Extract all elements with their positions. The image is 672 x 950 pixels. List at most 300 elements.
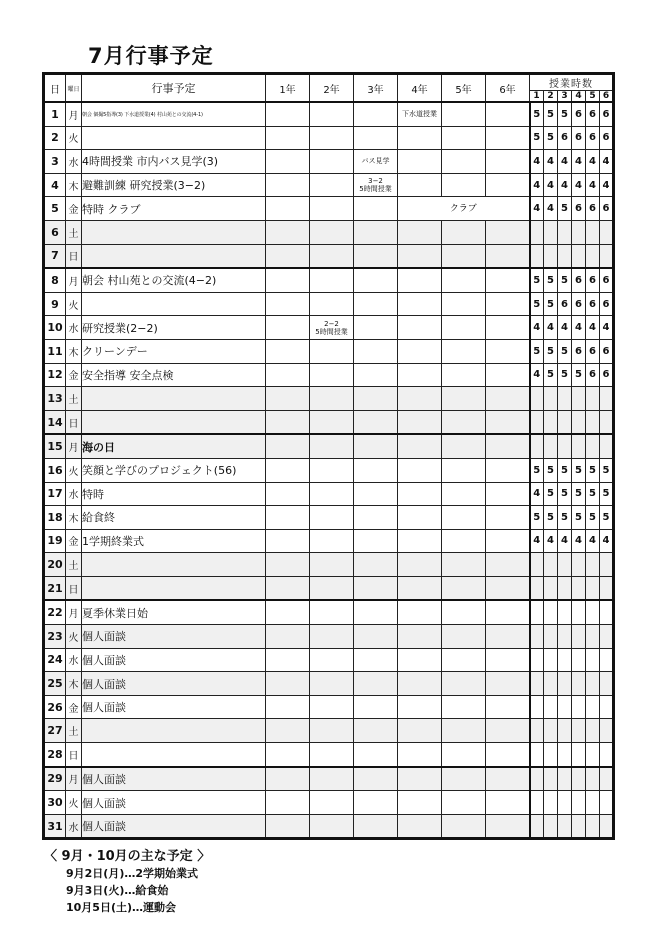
event-cell	[82, 743, 266, 767]
hours-cell: 6	[572, 197, 586, 221]
hours-cell: 6	[586, 363, 600, 387]
hours-cell: 6	[586, 292, 600, 316]
grade-cell	[310, 767, 354, 791]
hours-cell	[544, 695, 558, 719]
grade-cell	[398, 743, 442, 767]
day-cell: 29	[44, 767, 66, 791]
grade-cell	[310, 292, 354, 316]
hours-cell: 4	[600, 316, 614, 340]
grade-cell	[266, 102, 310, 126]
hours-cell	[558, 220, 572, 244]
grade-cell	[266, 173, 310, 197]
grade-cell	[310, 197, 354, 221]
hours-cell	[530, 695, 544, 719]
event-cell	[82, 387, 266, 411]
hours-cell: 4	[558, 150, 572, 174]
hours-cell	[600, 220, 614, 244]
table-row	[44, 767, 614, 791]
hours-cell	[586, 387, 600, 411]
event-cell: 1学期終業式	[82, 529, 266, 553]
weekday-cell: 土	[66, 220, 82, 244]
grade-cell	[310, 648, 354, 672]
grade-cell	[398, 767, 442, 791]
grade-cell	[442, 339, 486, 363]
hours-cell: 5	[544, 458, 558, 482]
grade-cell	[442, 150, 486, 174]
grade-cell	[266, 743, 310, 767]
grade-cell	[310, 482, 354, 506]
table-row	[44, 672, 614, 696]
hours-cell: 5	[544, 292, 558, 316]
grade-cell	[486, 576, 530, 600]
grade-cell	[486, 814, 530, 839]
day-header: 日	[44, 74, 66, 103]
day-cell: 19	[44, 529, 66, 553]
hours-cell: 5	[558, 197, 572, 221]
hours-cell: 5	[558, 458, 572, 482]
weekday-cell: 土	[66, 553, 82, 577]
grade-cell	[266, 387, 310, 411]
grade-cell	[266, 625, 310, 649]
hours-cell: 6	[600, 339, 614, 363]
event-cell: 個人面談	[82, 791, 266, 815]
grade-header: 2年	[310, 74, 354, 103]
hours-cell: 5	[530, 292, 544, 316]
weekday-cell: 水	[66, 814, 82, 839]
grade-cell	[442, 126, 486, 150]
weekday-cell: 火	[66, 458, 82, 482]
grade-cell	[310, 363, 354, 387]
grade-header: 4年	[398, 74, 442, 103]
weekday-cell: 金	[66, 529, 82, 553]
day-cell: 4	[44, 173, 66, 197]
day-cell: 17	[44, 482, 66, 506]
hours-cell: 6	[600, 292, 614, 316]
grade-cell	[442, 173, 486, 197]
hours-cell: 5	[600, 506, 614, 530]
header-row	[44, 74, 614, 91]
event-cell: 特時	[82, 482, 266, 506]
grade-cell	[310, 458, 354, 482]
weekday-cell: 月	[66, 767, 82, 791]
hours-cell: 5	[544, 126, 558, 150]
hours-cell	[572, 387, 586, 411]
grade-cell	[310, 672, 354, 696]
grade-cell	[442, 434, 486, 458]
hours-cell: 6	[600, 102, 614, 126]
grade-cell	[486, 648, 530, 672]
grade-cell	[486, 506, 530, 530]
table-row	[44, 102, 614, 126]
grade-cell	[266, 529, 310, 553]
weekday-cell: 水	[66, 482, 82, 506]
grade-cell	[266, 814, 310, 839]
grade-cell	[266, 791, 310, 815]
event-cell: 個人面談	[82, 648, 266, 672]
hours-cell: 6	[600, 126, 614, 150]
hours-cell: 6	[572, 292, 586, 316]
grade-cell	[442, 791, 486, 815]
hours-cell: 5	[586, 506, 600, 530]
grade-cell	[354, 529, 398, 553]
table-row	[44, 292, 614, 316]
hours-cell	[586, 553, 600, 577]
grade-cell	[266, 268, 310, 292]
table-row	[44, 743, 614, 767]
hours-cell: 5	[572, 363, 586, 387]
hours-grade-header: 3	[558, 91, 572, 103]
event-cell: 海の日	[82, 434, 266, 458]
grade-cell	[310, 387, 354, 411]
grade-cell	[266, 600, 310, 624]
hours-cell	[558, 672, 572, 696]
weekday-cell: 水	[66, 316, 82, 340]
grade-cell	[398, 719, 442, 743]
grade-cell	[398, 244, 442, 268]
grade-cell	[486, 292, 530, 316]
grade-cell	[310, 791, 354, 815]
grade-cell	[310, 173, 354, 197]
weekday-header: 曜日	[66, 74, 82, 103]
weekday-cell: 木	[66, 672, 82, 696]
grade-cell	[266, 197, 310, 221]
hours-cell	[586, 719, 600, 743]
hours-cell	[572, 672, 586, 696]
grade-cell	[486, 268, 530, 292]
hours-cell	[572, 410, 586, 434]
weekday-cell: 月	[66, 268, 82, 292]
hours-cell	[530, 743, 544, 767]
table-row	[44, 482, 614, 506]
day-cell: 31	[44, 814, 66, 839]
grade-cell	[354, 434, 398, 458]
hours-cell: 4	[586, 173, 600, 197]
weekday-cell: 金	[66, 363, 82, 387]
grade-cell	[486, 434, 530, 458]
hours-cell: 5	[544, 102, 558, 126]
weekday-cell: 土	[66, 387, 82, 411]
hours-cell	[558, 553, 572, 577]
hours-cell	[544, 814, 558, 839]
grade-cell	[310, 434, 354, 458]
event-cell	[82, 553, 266, 577]
hours-cell: 4	[530, 150, 544, 174]
grade-cell	[486, 173, 530, 197]
grade-cell	[486, 600, 530, 624]
hours-cell	[558, 767, 572, 791]
weekday-cell: 土	[66, 719, 82, 743]
hours-cell: 4	[530, 197, 544, 221]
hours-cell: 5	[558, 268, 572, 292]
grade-cell	[442, 387, 486, 411]
hours-cell	[572, 719, 586, 743]
grade-cell	[486, 363, 530, 387]
grade-cell	[266, 553, 310, 577]
grade-cell	[486, 625, 530, 649]
grade-header: 1年	[266, 74, 310, 103]
hours-cell	[558, 743, 572, 767]
hours-cell: 4	[544, 529, 558, 553]
hours-cell	[600, 672, 614, 696]
grade-cell	[266, 695, 310, 719]
hours-cell	[558, 695, 572, 719]
hours-cell: 6	[600, 363, 614, 387]
grade-cell	[354, 387, 398, 411]
hours-cell	[544, 410, 558, 434]
weekday-cell: 月	[66, 600, 82, 624]
grade-cell	[486, 529, 530, 553]
grade-cell	[442, 482, 486, 506]
hours-cell	[544, 719, 558, 743]
grade-cell	[486, 150, 530, 174]
hours-cell	[600, 814, 614, 839]
hours-cell	[572, 695, 586, 719]
event-cell: 個人面談	[82, 625, 266, 649]
hours-cell	[558, 625, 572, 649]
grade-cell	[354, 292, 398, 316]
hours-cell: 5	[544, 339, 558, 363]
weekday-cell: 日	[66, 743, 82, 767]
hours-cell	[544, 576, 558, 600]
day-cell: 21	[44, 576, 66, 600]
weekday-cell: 木	[66, 339, 82, 363]
table-row	[44, 197, 614, 221]
event-cell: 朝会 村山苑との交流(4−2)	[82, 268, 266, 292]
table-row	[44, 150, 614, 174]
hours-cell: 4	[544, 316, 558, 340]
grade-cell	[442, 316, 486, 340]
weekday-cell: 火	[66, 292, 82, 316]
day-cell: 25	[44, 672, 66, 696]
hours-cell: 6	[586, 268, 600, 292]
grade-cell	[310, 410, 354, 434]
hours-cell	[530, 553, 544, 577]
hours-cell: 5	[600, 458, 614, 482]
grade-cell	[266, 719, 310, 743]
grade-cell	[486, 316, 530, 340]
grade-cell	[442, 576, 486, 600]
grade-cell: 3−2 5時間授業	[354, 173, 398, 197]
grade-cell	[310, 695, 354, 719]
hours-cell	[530, 576, 544, 600]
grade-cell	[398, 672, 442, 696]
hours-cell	[586, 814, 600, 839]
hours-cell	[572, 576, 586, 600]
hours-cell	[572, 434, 586, 458]
grade-cell	[486, 695, 530, 719]
grade-cell	[398, 553, 442, 577]
day-cell: 18	[44, 506, 66, 530]
grade-cell	[354, 743, 398, 767]
weekday-cell: 金	[66, 197, 82, 221]
weekday-cell: 日	[66, 410, 82, 434]
grade-cell	[398, 363, 442, 387]
day-cell: 8	[44, 268, 66, 292]
event-cell: 個人面談	[82, 672, 266, 696]
hours-cell	[530, 244, 544, 268]
grade-cell	[486, 719, 530, 743]
hours-cell	[586, 244, 600, 268]
hours-cell	[558, 600, 572, 624]
event-cell: 給食終	[82, 506, 266, 530]
grade-cell	[266, 410, 310, 434]
hours-cell	[572, 814, 586, 839]
grade-cell	[310, 600, 354, 624]
event-cell: 特時 クラブ	[82, 197, 266, 221]
hours-header: 授業時数	[530, 74, 614, 91]
grade-cell	[266, 220, 310, 244]
hours-cell: 5	[544, 268, 558, 292]
hours-cell: 4	[530, 482, 544, 506]
grade-cell	[486, 387, 530, 411]
hours-cell: 5	[558, 339, 572, 363]
hours-cell: 5	[530, 126, 544, 150]
table-row	[44, 529, 614, 553]
hours-cell: 4	[530, 316, 544, 340]
hours-cell	[586, 695, 600, 719]
event-header: 行事予定	[82, 74, 266, 103]
grade-cell	[398, 150, 442, 174]
day-cell: 20	[44, 553, 66, 577]
grade-cell	[354, 482, 398, 506]
hours-cell	[530, 767, 544, 791]
hours-cell	[600, 791, 614, 815]
hours-cell: 6	[572, 339, 586, 363]
hours-cell	[586, 625, 600, 649]
hours-cell	[586, 410, 600, 434]
table-row	[44, 363, 614, 387]
day-cell: 14	[44, 410, 66, 434]
grade-cell	[310, 529, 354, 553]
day-cell: 1	[44, 102, 66, 126]
grade-cell	[486, 410, 530, 434]
weekday-cell: 日	[66, 576, 82, 600]
hours-cell: 4	[558, 173, 572, 197]
hours-cell	[572, 600, 586, 624]
hours-cell	[544, 387, 558, 411]
grade-cell	[354, 719, 398, 743]
grade-cell	[398, 458, 442, 482]
event-cell	[82, 719, 266, 743]
hours-cell	[530, 410, 544, 434]
table-row	[44, 173, 614, 197]
table-row	[44, 719, 614, 743]
grade-cell	[354, 648, 398, 672]
day-cell: 30	[44, 791, 66, 815]
hours-cell	[544, 648, 558, 672]
day-cell: 15	[44, 434, 66, 458]
event-cell: 安全指導 安全点検	[82, 363, 266, 387]
day-cell: 10	[44, 316, 66, 340]
grade-cell	[442, 102, 486, 126]
grade-header: 3年	[354, 74, 398, 103]
grade-cell	[442, 244, 486, 268]
grade-cell	[266, 506, 310, 530]
hours-cell: 6	[586, 102, 600, 126]
note-item: 9月3日(火)…給食始	[66, 884, 169, 897]
hours-cell	[530, 814, 544, 839]
hours-cell	[586, 791, 600, 815]
hours-cell: 5	[600, 482, 614, 506]
hours-cell: 5	[572, 458, 586, 482]
grade-cell	[310, 102, 354, 126]
event-cell: 個人面談	[82, 695, 266, 719]
event-cell: 個人面談	[82, 814, 266, 839]
hours-cell	[586, 767, 600, 791]
day-cell: 12	[44, 363, 66, 387]
grade-cell	[310, 244, 354, 268]
event-cell: クリーンデー	[82, 339, 266, 363]
grade-cell: 下水道授業	[398, 102, 442, 126]
event-cell: 朝会 個撮5指導(3) 下水道授業(4) 村山苑との交流(4-1)	[82, 102, 266, 126]
table-row	[44, 268, 614, 292]
hours-cell	[586, 576, 600, 600]
grade-cell	[266, 458, 310, 482]
hours-cell: 6	[600, 268, 614, 292]
grade-cell	[398, 434, 442, 458]
day-cell: 13	[44, 387, 66, 411]
hours-cell	[572, 625, 586, 649]
hours-cell: 5	[558, 363, 572, 387]
hours-cell	[600, 695, 614, 719]
grade-cell	[398, 506, 442, 530]
table-row	[44, 410, 614, 434]
hours-grade-header: 5	[586, 91, 600, 103]
day-cell: 16	[44, 458, 66, 482]
hours-cell: 4	[572, 316, 586, 340]
weekday-cell: 水	[66, 150, 82, 174]
grade-cell	[442, 292, 486, 316]
hours-cell: 5	[544, 506, 558, 530]
hours-cell	[530, 648, 544, 672]
grade-cell	[354, 672, 398, 696]
grade-cell	[266, 244, 310, 268]
hours-cell	[558, 648, 572, 672]
table-row	[44, 126, 614, 150]
grade-cell	[398, 814, 442, 839]
grade-cell	[486, 672, 530, 696]
hours-grade-header: 4	[572, 91, 586, 103]
hours-cell	[600, 767, 614, 791]
event-cell: 避難訓練 研究授業(3−2)	[82, 173, 266, 197]
grade-cell	[442, 743, 486, 767]
event-cell: 4時間授業 市内バス見学(3)	[82, 150, 266, 174]
grade-cell	[398, 316, 442, 340]
grade-cell	[354, 244, 398, 268]
grade-cell	[442, 600, 486, 624]
grade-cell	[266, 339, 310, 363]
hours-cell	[600, 648, 614, 672]
hours-cell	[530, 672, 544, 696]
table-row	[44, 339, 614, 363]
grade-cell	[486, 458, 530, 482]
hours-cell	[530, 220, 544, 244]
hours-cell	[544, 434, 558, 458]
hours-cell	[586, 434, 600, 458]
hours-cell	[544, 220, 558, 244]
hours-cell: 6	[572, 126, 586, 150]
grade-cell	[266, 292, 310, 316]
grade-cell	[442, 814, 486, 839]
grade-cell	[354, 316, 398, 340]
grade-cell	[398, 695, 442, 719]
note-item: 9月2日(月)…2学期始業式	[66, 867, 199, 880]
grade-cell: 2−2 5時間授業	[310, 316, 354, 340]
event-cell	[82, 410, 266, 434]
hours-cell	[558, 791, 572, 815]
event-cell	[82, 220, 266, 244]
hours-cell: 5	[586, 482, 600, 506]
